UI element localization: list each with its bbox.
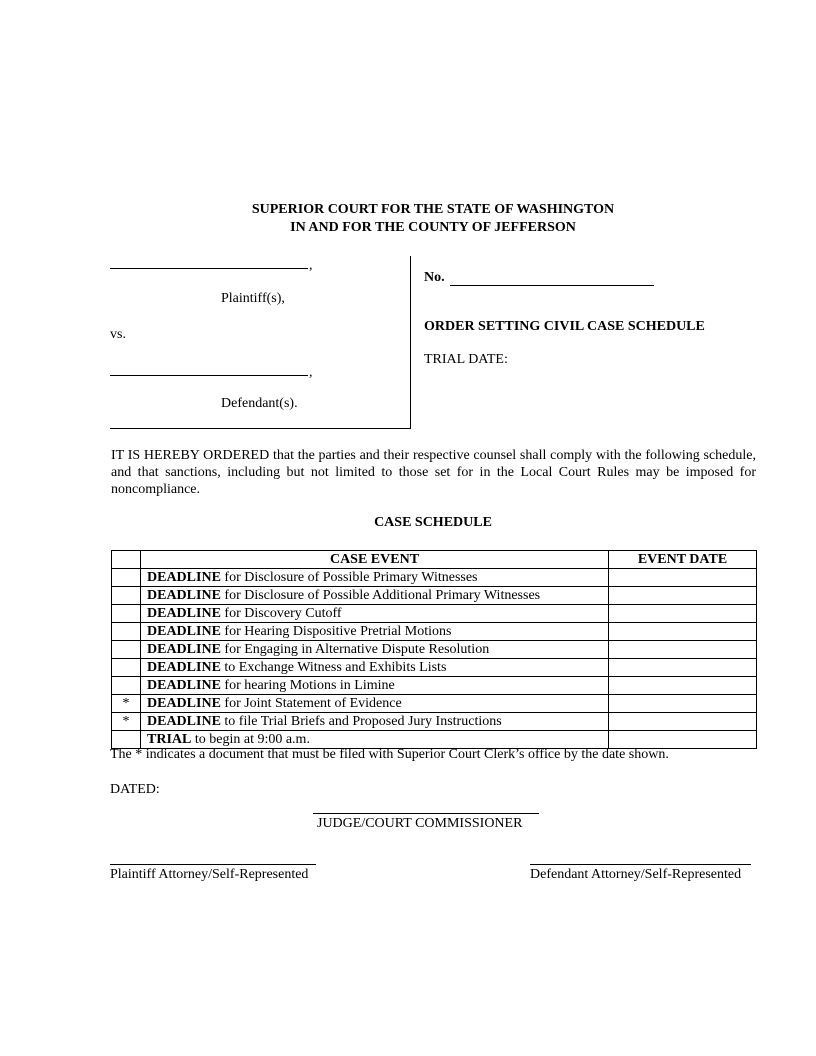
case-number-label: No. bbox=[424, 270, 445, 285]
defendant-comma: , bbox=[309, 365, 313, 380]
order-title: ORDER SETTING CIVIL CASE SCHEDULE bbox=[424, 319, 705, 334]
case-schedule-table bbox=[111, 550, 757, 749]
event-description: for hearing Motions in Limine bbox=[220, 677, 395, 693]
order-paragraph: IT IS HEREBY ORDERED that the parties and their respective counsel shall comply with the following schedule, and that sanctions, including but not limited to those set for in the Local Court Rules may be imposed for noncompliance. bbox=[111, 448, 756, 497]
event-keyword: DEADLINE bbox=[147, 659, 221, 675]
schedule-row bbox=[112, 713, 757, 731]
event-keyword: DEADLINE bbox=[147, 569, 221, 585]
caption-bottom-rule bbox=[110, 428, 411, 429]
case-event-cell bbox=[141, 659, 609, 677]
event-date-cell[interactable] bbox=[609, 605, 757, 623]
event-description: to Exchange Witness and Exhibits Lists bbox=[220, 659, 447, 675]
plaintiff-attorney-label: Plaintiff Attorney/Self-Represented bbox=[110, 867, 309, 882]
case-event-cell bbox=[141, 695, 609, 713]
event-keyword: TRIAL bbox=[147, 731, 192, 747]
event-keyword: DEADLINE bbox=[147, 695, 221, 711]
schedule-row bbox=[112, 623, 757, 641]
event-keyword: DEADLINE bbox=[147, 587, 221, 603]
clerk-filing-mark bbox=[112, 641, 141, 659]
event-description: for Engaging in Alternative Dispute Resolution bbox=[220, 641, 490, 657]
event-keyword: DEADLINE bbox=[147, 623, 221, 639]
schedule-row bbox=[112, 569, 757, 587]
event-date-header: EVENT DATE bbox=[609, 551, 757, 569]
clerk-filing-mark bbox=[112, 587, 141, 605]
defendant-label: Defendant(s). bbox=[221, 396, 298, 411]
event-date-cell[interactable] bbox=[609, 731, 757, 749]
plaintiff-name-line[interactable] bbox=[110, 268, 308, 269]
case-event-cell bbox=[141, 731, 609, 749]
case-event-header: CASE EVENT bbox=[141, 551, 609, 569]
event-description: for Joint Statement of Evidence bbox=[220, 695, 402, 711]
judge-label: JUDGE/COURT COMMISSIONER bbox=[317, 816, 523, 831]
schedule-row bbox=[112, 659, 757, 677]
event-keyword: DEADLINE bbox=[147, 677, 221, 693]
vs-label: vs. bbox=[110, 327, 126, 342]
defendant-attorney-label: Defendant Attorney/Self-Represented bbox=[530, 867, 742, 882]
case-event-cell bbox=[141, 605, 609, 623]
clerk-filing-mark bbox=[112, 605, 141, 623]
event-description: for Disclosure of Possible Additional Primary Witnesses bbox=[220, 587, 541, 603]
judge-signature-line[interactable] bbox=[313, 813, 539, 814]
trial-date-label: TRIAL DATE: bbox=[424, 352, 508, 367]
case-event-cell bbox=[141, 587, 609, 605]
event-date-cell[interactable] bbox=[609, 713, 757, 731]
schedule-row bbox=[112, 695, 757, 713]
clerk-filing-mark bbox=[112, 677, 141, 695]
mark-column-header bbox=[112, 551, 141, 569]
event-description: for Hearing Dispositive Pretrial Motions bbox=[220, 623, 452, 639]
case-event-cell bbox=[141, 641, 609, 659]
event-keyword: DEADLINE bbox=[147, 641, 221, 657]
event-description: for Disclosure of Possible Primary Witnesses bbox=[220, 569, 478, 585]
event-description: for Discovery Cutoff bbox=[220, 605, 342, 621]
event-description: to file Trial Briefs and Proposed Jury Instructions bbox=[220, 713, 502, 729]
plaintiff-comma: , bbox=[309, 258, 313, 273]
schedule-footnote: The * indicates a document that must be filed with Superior Court Clerk’s office by the date shown. bbox=[110, 747, 669, 762]
case-schedule-title: CASE SCHEDULE bbox=[374, 515, 492, 530]
event-date-cell[interactable] bbox=[609, 623, 757, 641]
case-event-cell bbox=[141, 677, 609, 695]
case-event-cell bbox=[141, 569, 609, 587]
event-description: to begin at 9:00 a.m. bbox=[191, 731, 310, 747]
clerk-filing-mark: * bbox=[112, 713, 141, 731]
schedule-row bbox=[112, 641, 757, 659]
caption-divider bbox=[410, 256, 411, 429]
event-date-cell[interactable] bbox=[609, 569, 757, 587]
schedule-row bbox=[112, 731, 757, 749]
plaintiff-attorney-signature-line[interactable] bbox=[110, 864, 316, 865]
court-name-line1: SUPERIOR COURT FOR THE STATE OF WASHINGTON bbox=[251, 202, 615, 217]
event-date-cell[interactable] bbox=[609, 695, 757, 713]
clerk-filing-mark bbox=[112, 731, 141, 749]
defendant-name-line[interactable] bbox=[110, 375, 308, 376]
defendant-attorney-signature-line[interactable] bbox=[530, 864, 751, 865]
case-number-line[interactable] bbox=[450, 285, 654, 286]
clerk-filing-mark bbox=[112, 569, 141, 587]
event-date-cell[interactable] bbox=[609, 641, 757, 659]
event-date-cell[interactable] bbox=[609, 677, 757, 695]
schedule-row bbox=[112, 587, 757, 605]
case-event-cell bbox=[141, 623, 609, 641]
schedule-row bbox=[112, 605, 757, 623]
case-event-cell bbox=[141, 713, 609, 731]
event-keyword: DEADLINE bbox=[147, 605, 221, 621]
table-header-row bbox=[112, 551, 757, 569]
schedule-row bbox=[112, 677, 757, 695]
clerk-filing-mark bbox=[112, 659, 141, 677]
court-name-line2: IN AND FOR THE COUNTY OF JEFFERSON bbox=[290, 220, 576, 235]
schedule-body bbox=[112, 569, 757, 749]
dated-label: DATED: bbox=[110, 782, 160, 797]
clerk-filing-mark: * bbox=[112, 695, 141, 713]
event-keyword: DEADLINE bbox=[147, 713, 221, 729]
event-date-cell[interactable] bbox=[609, 587, 757, 605]
clerk-filing-mark bbox=[112, 623, 141, 641]
plaintiff-label: Plaintiff(s), bbox=[221, 291, 285, 306]
event-date-cell[interactable] bbox=[609, 659, 757, 677]
